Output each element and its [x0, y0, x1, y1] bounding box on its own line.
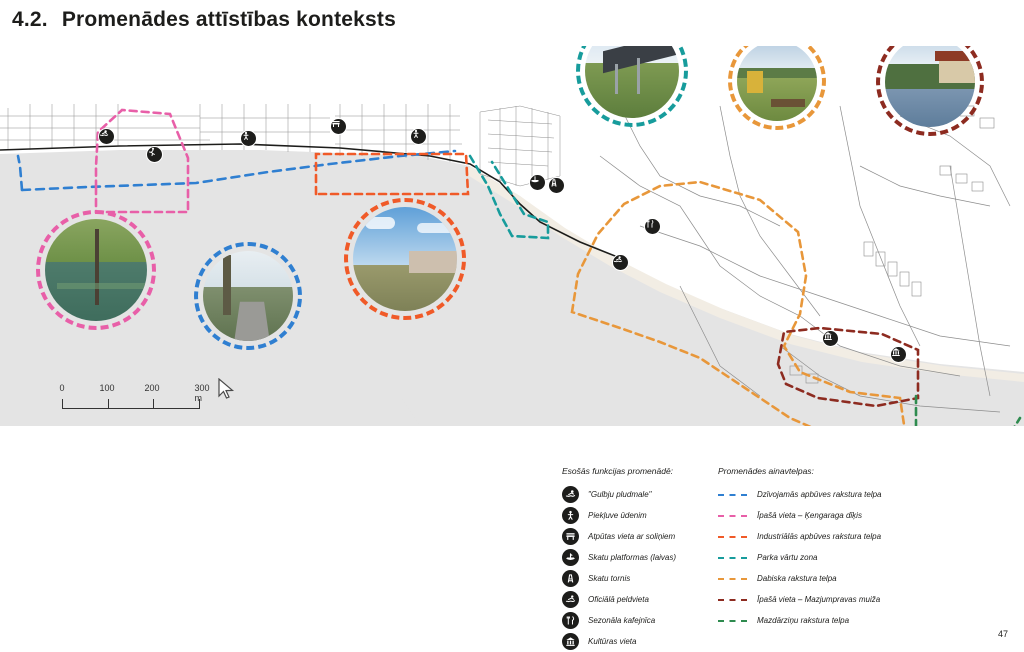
legend-label: Skatu tornis [588, 574, 631, 583]
dash-swatch-lightorange [718, 578, 747, 580]
page-title [12, 8, 396, 32]
legend-label: Sezonāla kafejnīca [588, 616, 656, 625]
section-number: 4.2. [12, 8, 48, 31]
dash-swatch-teal [718, 557, 747, 559]
scale-tick-0: 0 [59, 383, 65, 393]
legend-label: Skatu platformas (laivas) [588, 553, 677, 562]
legend-item-kengaraga-dikis [718, 505, 1018, 526]
scale-bar-graphic [62, 399, 200, 409]
dash-swatch-darkred [718, 599, 747, 601]
legend-landscapes-title: Promenādes ainavtelpas: [718, 466, 814, 476]
legend-landscapes [718, 466, 1018, 631]
legend-label: Mazdārziņu rakstura telpa [757, 616, 850, 625]
legend-label: Oficiālā peldvieta [588, 595, 649, 604]
marker-water-access-1[interactable] [240, 130, 257, 147]
legend-item-residential [718, 484, 1018, 505]
mouse-cursor-icon [218, 378, 236, 400]
legend-item-natural [718, 568, 1018, 589]
page-number: 47 [997, 629, 1008, 639]
water-access-icon [562, 507, 579, 524]
marker-swimmer-1[interactable] [98, 128, 115, 145]
legend-label: Īpašā vieta – Mazjumpravas muiža [757, 595, 881, 604]
scale-tick-200: 200 [144, 383, 160, 393]
legend-item-garden-plots [718, 610, 1018, 631]
context-map[interactable] [0, 46, 1024, 426]
photo-pond-trees[interactable] [36, 210, 156, 330]
official-beach-icon [562, 591, 579, 608]
tower-icon [562, 570, 579, 587]
legend-label: Piekļuve ūdenim [588, 511, 647, 520]
legend-item-industrial [718, 526, 1018, 547]
legend-label: "Gulbju pludmale" [588, 490, 652, 499]
photo-pond-trees-image [45, 219, 147, 321]
culture-icon [823, 331, 833, 341]
legend-functions-title: Esošās funkcijas promenādē: [562, 466, 674, 476]
map-graphics [0, 46, 1024, 426]
photo-pavilion-image [585, 46, 679, 118]
runner-icon [147, 147, 157, 157]
legend-label: Industriālās apbūves rakstura telpa [757, 532, 882, 541]
scale-tick-300: 300 m [194, 383, 210, 403]
marker-water-access-2[interactable] [410, 128, 427, 145]
photo-riverbank-beach[interactable] [728, 46, 826, 130]
legend-label: Dzīvojamās apbūves rakstura telpa [757, 490, 882, 499]
viewing-platform-icon [530, 175, 540, 185]
scale-bar-labels [59, 383, 210, 403]
photo-industrial-field[interactable] [344, 198, 466, 320]
marker-bench-1[interactable] [330, 118, 347, 135]
bench-icon [331, 119, 341, 129]
culture-icon [891, 347, 901, 357]
photo-manor-house-image [885, 46, 975, 127]
photo-pavilion[interactable] [576, 46, 688, 127]
legend-label: Parka vārtu zona [757, 553, 818, 562]
marker-culture-2[interactable] [890, 346, 907, 363]
marker-official-beach[interactable] [612, 254, 629, 271]
viewing-platform-icon [562, 549, 579, 566]
photo-industrial-field-image [353, 207, 457, 311]
marker-viewing-platform-1[interactable] [529, 174, 546, 191]
legend-item-mazjumpravas-muiza [718, 589, 1018, 610]
scale-bar [59, 383, 210, 409]
water-access-icon [241, 131, 251, 141]
dash-swatch-blue [718, 494, 747, 496]
marker-culture-1[interactable] [822, 330, 839, 347]
legend-label: Īpašā vieta – Ķengaraga dīķis [757, 511, 862, 520]
dash-swatch-pink [718, 515, 747, 517]
cafe-icon [562, 612, 579, 629]
legend-label: Dabiska rakstura telpa [757, 574, 837, 583]
marker-tower[interactable] [548, 177, 565, 194]
water-access-icon [411, 129, 421, 139]
photo-promenade-path[interactable] [194, 242, 302, 350]
tower-icon [549, 178, 559, 188]
official-beach-icon [613, 255, 623, 265]
swimmer-icon [562, 486, 579, 503]
photo-promenade-path-image [203, 251, 293, 341]
bench-icon [562, 528, 579, 545]
swimmer-icon [99, 129, 109, 139]
dash-swatch-green [718, 620, 747, 622]
scale-tick-100: 100 [99, 383, 115, 393]
photo-riverbank-beach-image [737, 46, 817, 121]
cafe-icon [645, 219, 655, 229]
dash-swatch-orange [718, 536, 747, 538]
legend-label: Kultūras vieta [588, 637, 637, 646]
marker-cafe[interactable] [644, 218, 661, 235]
marker-runner[interactable] [146, 146, 163, 163]
photo-manor-house[interactable] [876, 46, 984, 136]
legend-label: Atpūtas vieta ar soliņiem [588, 532, 676, 541]
culture-icon [562, 633, 579, 650]
legend-item-park-gate [718, 547, 1018, 568]
title-text: Promenādes attīstības konteksts [61, 8, 396, 31]
